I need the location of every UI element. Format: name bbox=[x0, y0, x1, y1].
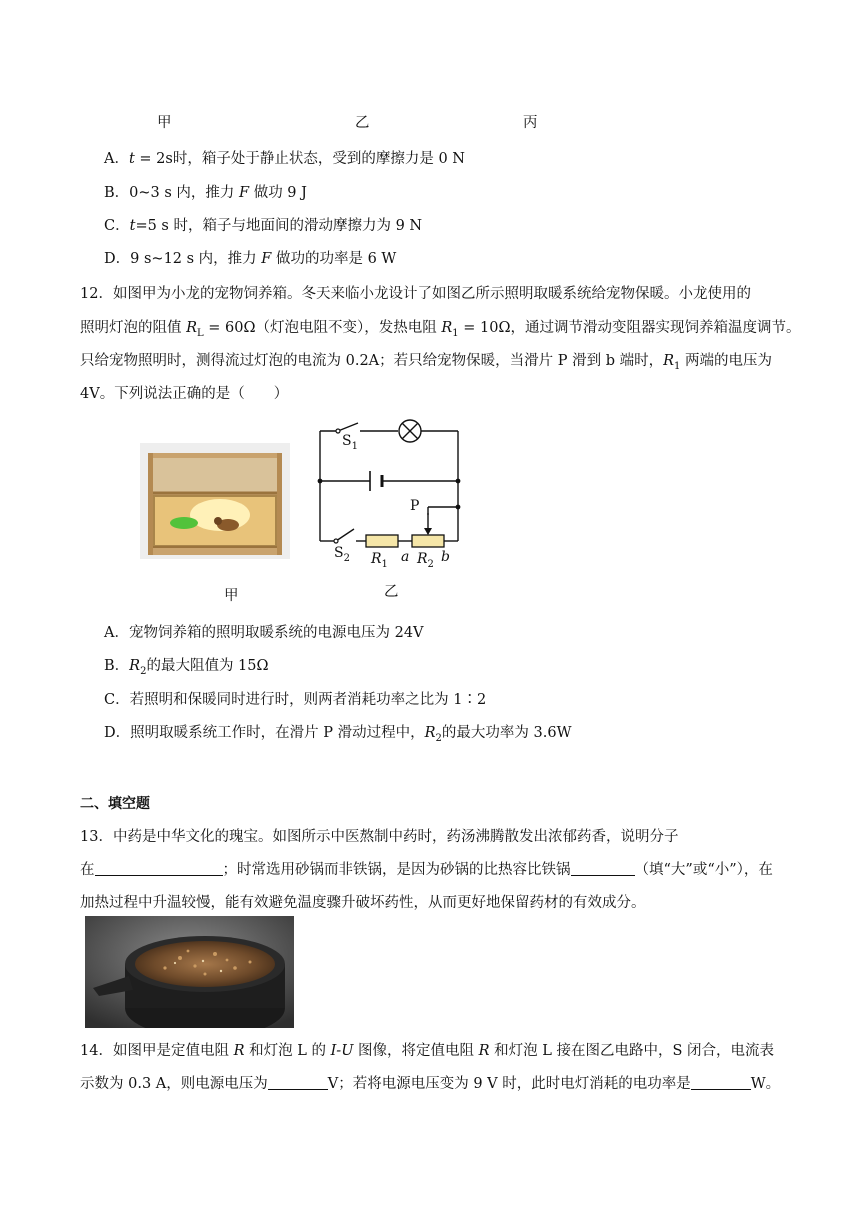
section-heading-fill-in: 二、填空题 bbox=[80, 796, 150, 812]
q13-stem-line3: 加热过程中升温较慢，能有效避免温度骤升破坏药性，从而更好地保留药材的有效成分。 bbox=[80, 895, 646, 911]
pet-box-illustration bbox=[140, 443, 290, 559]
figure-label-jia: 甲 bbox=[157, 115, 172, 131]
q12-option-b: B．$R_2$的最大阻值为 15Ω bbox=[104, 658, 269, 677]
q11-option-d: D．9 s~12 s 内，推力 F 做功的功率是 6 W bbox=[104, 251, 397, 267]
circuit-label-r1: $R_1$ bbox=[371, 551, 388, 570]
q11-option-c: C．t=5 s 时，箱子与地面间的滑动摩擦力为 9 N bbox=[104, 218, 423, 234]
q12-stem-line2: 照明灯泡的阻值 $R_L = 60\Omega$（灯泡电阻不变），发热电阻 $R_1 = 10\Omega$，通过调节滑动变阻器实现饲养箱温度调节。 bbox=[80, 320, 801, 339]
q13-stem-line2: 在 ；时常选用砂锅而非铁锅，是因为砂锅的比热容比铁锅 （填“大”或“小”），在 bbox=[80, 862, 773, 878]
clay-pot-photo bbox=[85, 916, 294, 1028]
figure-label-yi-2: 乙 bbox=[384, 584, 399, 600]
figure-label-jia-2: 甲 bbox=[224, 588, 239, 604]
circuit-label-r2: $R_2$ bbox=[417, 551, 434, 570]
q12-stem-line1: 12．如图甲为小龙的宠物饲养箱。冬天来临小龙设计了如图乙所示照明取暖系统给宠物保暖。小龙使用的 bbox=[80, 286, 751, 302]
q11-option-b: B．0~3 s 内，推力 F 做功 9 J bbox=[104, 185, 307, 201]
slider-arrow-icon bbox=[424, 528, 432, 535]
q14-blank-2[interactable] bbox=[691, 1075, 751, 1090]
q12-stem-line4: 4V。下列说法正确的是（ ） bbox=[80, 386, 289, 402]
q14-stem-line2: 示数为 0.3 A，则电源电压为 V；若将电源电压变为 9 V 时，此时电灯消耗的电功率是 W。 bbox=[80, 1076, 781, 1092]
circuit-label-a: a bbox=[401, 549, 410, 565]
q13-stem-line1: 13．中药是中华文化的瑰宝。如图所示中医熬制中药时，药汤沸腾散发出浓郁药香，说明分子 bbox=[80, 829, 679, 845]
rheostat-r2 bbox=[412, 535, 444, 547]
clay-pot-illustration bbox=[85, 916, 294, 1028]
q11-option-a: A．t = 2s时，箱子处于静止状态，受到的摩擦力是 0 N bbox=[104, 151, 465, 167]
q12-option-c: C．若照明和保暖同时进行时，则两者消耗功率之比为 1∶2 bbox=[104, 692, 487, 708]
pet-box-photo bbox=[140, 443, 290, 559]
q13-blank-1[interactable] bbox=[95, 861, 223, 876]
resistor-r1 bbox=[366, 535, 398, 547]
q12-option-d: D．照明取暖系统工作时，在滑片 P 滑动过程中，$R_2$的最大功率为 3.6W bbox=[104, 725, 572, 744]
circuit-label-p: P bbox=[410, 498, 420, 514]
figure-label-yi: 乙 bbox=[355, 115, 370, 131]
figure-label-bing: 丙 bbox=[523, 115, 538, 131]
circuit-label-s2: $S_2$ bbox=[334, 545, 350, 564]
circuit-diagram bbox=[300, 415, 480, 575]
q13-blank-2[interactable] bbox=[571, 861, 635, 876]
circuit-label-s1: $S_1$ bbox=[342, 433, 358, 452]
q12-option-a: A．宠物饲养箱的照明取暖系统的电源电压为 24V bbox=[104, 625, 424, 641]
q12-stem-line3: 只给宠物照明时，测得流过灯泡的电流为 0.2A；若只给宠物保暖，当滑片 P 滑到 b 端时，$R_1$ 两端的电压为 bbox=[80, 353, 773, 372]
q14-stem-line1: 14．如图甲是定值电阻 R 和灯泡 L 的 I-U 图像，将定值电阻 R 和灯泡 L 接在图乙电路中，S 闭合，电流表 bbox=[80, 1043, 775, 1059]
q14-blank-1[interactable] bbox=[268, 1075, 328, 1090]
circuit-label-b: b bbox=[441, 549, 450, 565]
